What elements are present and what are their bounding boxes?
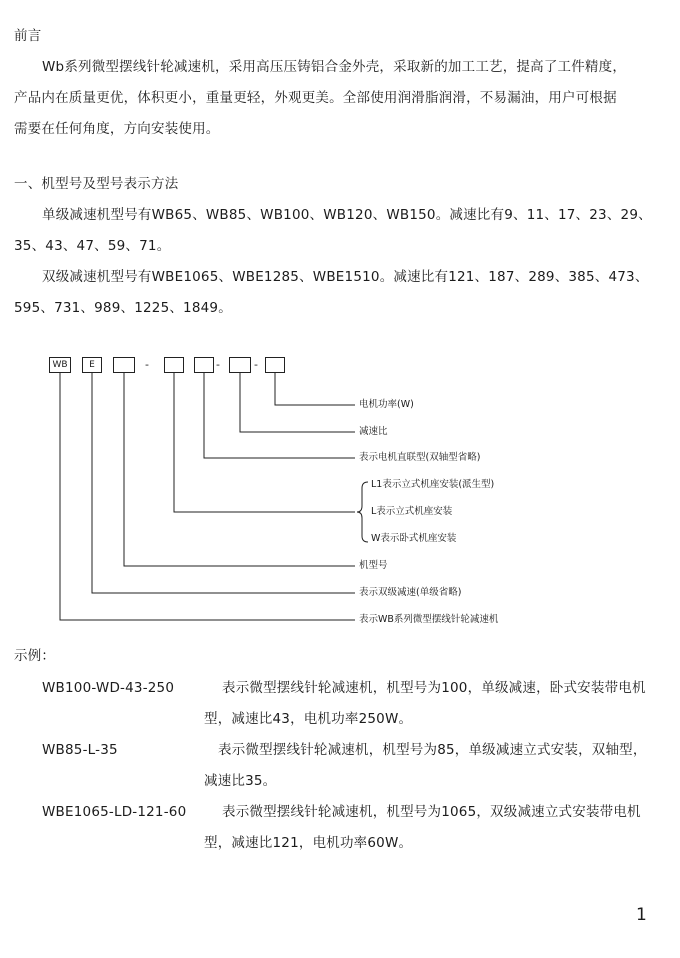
section1-line-2: 35、43、47、59、71。 (14, 238, 171, 254)
example-1-desc-line-2: 型，减速比43，电机功率250W。 (204, 711, 413, 727)
example-3-desc-line-2: 型，减速比121，电机功率60W。 (204, 835, 413, 851)
examples-heading: 示例： (14, 648, 56, 664)
example-2-desc-line-1: 表示微型摆线针轮减速机，机型号为85，单级减速立式安装，双轴型， (218, 742, 647, 758)
example-1-code: WB100-WD-43-250 (42, 680, 175, 696)
label-double: 表示双级减速(单级省略) (359, 587, 462, 598)
section1-line-4: 595、731、989、1225、1849。 (14, 300, 232, 316)
code-box-mounting (164, 357, 184, 373)
code-box-power (265, 357, 285, 373)
code-dash-1: - (145, 358, 149, 371)
label-model: 机型号 (359, 560, 388, 571)
section1-line-1: 单级减速机型号有WB65、WB85、WB100、WB120、WB150。减速比有9、11、17、23、29、 (42, 207, 652, 223)
label-w: W表示卧式机座安装 (371, 533, 457, 544)
example-2-desc-line-2: 减速比35。 (204, 773, 277, 789)
label-direct: 表示电机直联型(双轴型省略) (359, 452, 481, 463)
code-box-double: E (82, 357, 102, 373)
example-1-desc-line-1: 表示微型摆线针轮减速机，机型号为100，单级减速，卧式安装带电机 (222, 680, 646, 696)
label-l1: L1表示立式机座安装(派生型) (371, 479, 495, 490)
label-series: 表示WB系列微型摆线针轮减速机 (359, 614, 499, 625)
page-number: 1 (636, 905, 647, 925)
label-ratio: 减速比 (359, 426, 388, 437)
preface-heading: 前言 (14, 28, 42, 44)
section1-line-3: 双级减速机型号有WBE1065、WBE1285、WBE1510。减速比有121、187、289、385、473、 (42, 269, 649, 285)
code-dash-3: - (254, 358, 258, 371)
example-3-code: WBE1065-LD-121-60 (42, 804, 187, 820)
preface-line-3: 需要在任何角度，方向安装使用。 (14, 121, 220, 137)
example-3-desc-line-1: 表示微型摆线针轮减速机，机型号为1065，双级减速立式安装带电机 (222, 804, 641, 820)
code-box-series: WB (49, 357, 71, 373)
example-2-code: WB85-L-35 (42, 742, 118, 758)
code-box-ratio (229, 357, 251, 373)
code-box-model (113, 357, 135, 373)
preface-line-1: Wb系列微型摆线针轮减速机，采用高压压铸铝合金外壳，采取新的加工工艺，提高了工件精度， (42, 59, 627, 75)
label-power: 电机功率(W) (359, 399, 414, 410)
preface-line-2: 产品内在质量更优，体积更小，重量更轻，外观更美。全部使用润滑脂润滑，不易漏油，用户可根据 (14, 90, 617, 106)
code-dash-2: - (216, 358, 220, 371)
code-box-direct (194, 357, 214, 373)
label-l: L表示立式机座安装 (371, 506, 453, 517)
section1-heading: 一、机型号及型号表示方法 (14, 176, 179, 192)
